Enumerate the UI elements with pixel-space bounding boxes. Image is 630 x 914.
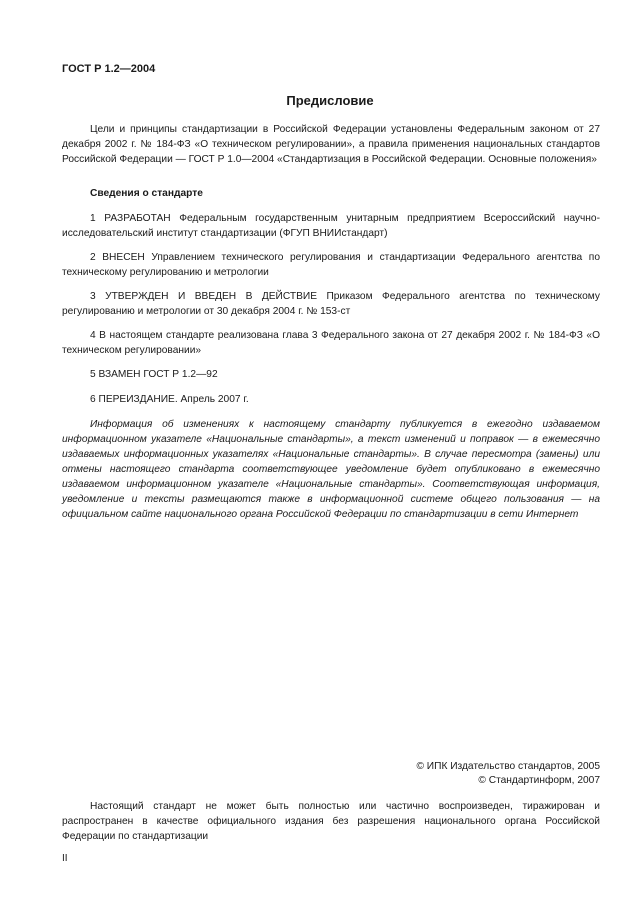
page-number: II — [62, 853, 68, 864]
document-code: ГОСТ Р 1.2—2004 — [62, 63, 156, 75]
copyright-line-2: © Стандартинформ, 2007 — [478, 775, 600, 786]
section-title: Предисловие — [286, 93, 374, 108]
info-item-2: 2 ВНЕСЕН Управлением технического регулирования и стандартизации Федерального агентства по техническому регулированию и метрологии — [62, 252, 600, 278]
info-item-5: 5 ВЗАМЕН ГОСТ Р 1.2—92 — [90, 369, 218, 380]
info-item-6: 6 ПЕРЕИЗДАНИЕ. Апрель 2007 г. — [90, 394, 249, 405]
changes-notice: Информация об изменениях к настоящему стандарту публикуется в ежегодно издаваемом информационном указателе «Национальные стандарты», а текст изменений и поправок — в ежемесячно издаваемых информационных указателях «Национальные стандарты». В случае пересмотра (замены) или отмены настоящего стандарта соответствующее уведомление будет опубликовано в ежемесячно издаваемом информационном указателе «Национальные стандарты». Соответствующая информация, уведомление и тексты размещаются также в информационной системе общего пользования — на официальном сайте национального органа Российской Федерации по стандартизации в сети Интернет — [62, 419, 600, 520]
reproduction-notice: Настоящий стандарт не может быть полностью или частично воспроизведен, тиражирован и распространен в качестве официального издания без разрешения национального органа Российской Федерации по стандартизации — [62, 801, 600, 842]
info-item-4: 4 В настоящем стандарте реализована глава 3 Федерального закона от 27 декабря 2002 г. № 184-ФЗ «О техническом регулировании» — [62, 330, 600, 356]
copyright-line-1: © ИПК Издательство стандартов, 2005 — [416, 761, 600, 772]
info-heading: Сведения о стандарте — [90, 188, 203, 199]
info-item-3: 3 УТВЕРЖДЕН И ВВЕДЕН В ДЕЙСТВИЕ Приказом Федерального агентства по техническому регулированию и метрологии от 30 декабря 2004 г. № 153-ст — [62, 291, 600, 317]
intro-paragraph: Цели и принципы стандартизации в Российской Федерации установлены Федеральным законом от 27 декабря 2002 г. № 184-ФЗ «О техническом регулировании», а правила применения национальных стандартов Российской Федерации — ГОСТ Р 1.0—2004 «Стандартизация в Российской Федерации. Основные положения» — [62, 124, 600, 165]
info-item-1: 1 РАЗРАБОТАН Федеральным государственным унитарным предприятием Всероссийский научно-исследовательский институт стандартизации (ФГУП ВНИИстандарт) — [62, 213, 600, 239]
